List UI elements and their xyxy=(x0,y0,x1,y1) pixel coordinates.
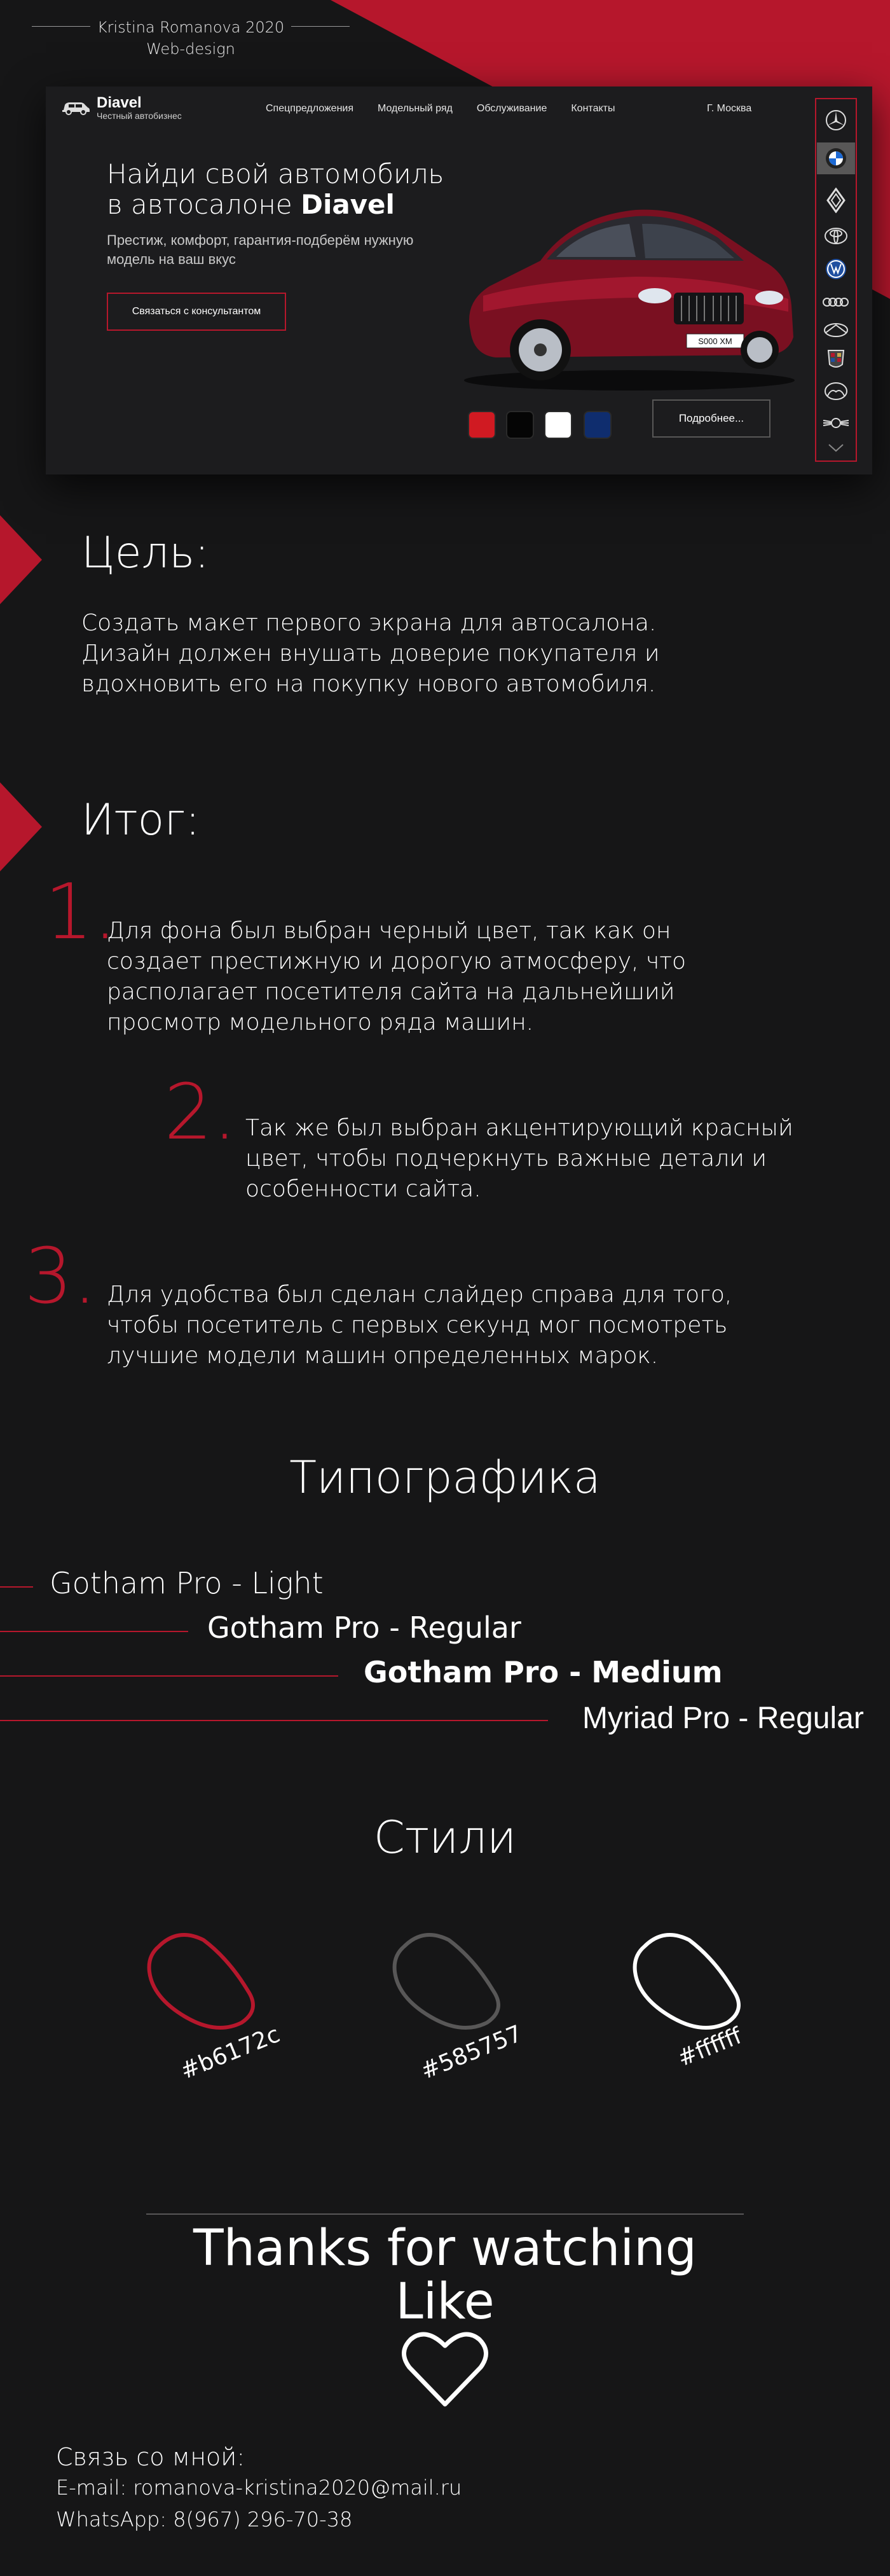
volkswagen-logo-icon xyxy=(825,258,847,280)
hero-title-prefix: в автосалоне xyxy=(107,189,301,220)
logo-title: Diavel xyxy=(97,94,142,111)
chevron-down-icon xyxy=(828,443,844,452)
style-label-white: #ffffff xyxy=(674,2023,746,2072)
contact-whatsapp[interactable]: WhatsApp: 8(967) 296-70-38 xyxy=(56,2507,353,2531)
slider-next-button[interactable] xyxy=(817,435,855,460)
contact-title: Связь со мной: xyxy=(56,2443,245,2471)
nav-item-specials[interactable]: Спецпредложения xyxy=(266,103,353,114)
renault-logo-icon xyxy=(826,188,846,213)
cadillac-logo-icon xyxy=(826,348,846,371)
author-name: Kristina Romanova 2020 xyxy=(97,18,285,36)
color-swatch-3[interactable] xyxy=(544,411,572,439)
logo-subtitle: Честный автобизнес xyxy=(97,111,182,121)
heart-icon[interactable] xyxy=(400,2328,489,2411)
font-line-3 xyxy=(0,1675,338,1677)
mercedes-logo-icon xyxy=(825,109,847,132)
result-number-1: 1. xyxy=(44,868,118,957)
brand-item-volkswagen[interactable] xyxy=(817,253,855,285)
result-text-2: Так же был выбран акцентирующий красный цвет, чтобы подчеркнуть важные детали и особенности сайта. xyxy=(245,1115,793,1202)
result-marker xyxy=(0,782,42,871)
car-image xyxy=(445,191,801,394)
audi-logo-icon xyxy=(822,296,850,308)
hero-title xyxy=(107,159,501,220)
thanks-divider xyxy=(146,2213,744,2215)
author-role: Web-design xyxy=(146,40,235,58)
thanks-line2: Like xyxy=(395,2273,495,2330)
car-plate: S000 XM xyxy=(698,336,732,346)
font-line-2 xyxy=(0,1631,188,1632)
brand-item-infiniti[interactable] xyxy=(817,314,855,346)
result-number-2: 2. xyxy=(164,1069,237,1157)
toyota-logo-icon xyxy=(824,227,848,245)
bmw-logo-icon xyxy=(825,147,847,170)
brand-item-audi[interactable] xyxy=(817,286,855,318)
font-sample-myriad: Myriad Pro - Regular xyxy=(582,1701,864,1735)
mini-logo-icon xyxy=(822,417,850,429)
styles-title: Стили xyxy=(373,1811,517,1864)
typography-title: Типографика xyxy=(289,1451,601,1504)
hero-subtitle: Престиж, комфорт, гарантия-подберём нужную модель на ваш вкус xyxy=(107,232,414,267)
brand-item-renault[interactable] xyxy=(817,184,855,216)
brand-item-mini[interactable] xyxy=(817,407,855,439)
result-title: Итог: xyxy=(81,795,200,845)
contact-consultant-button[interactable]: Связаться с консультантом xyxy=(107,293,286,331)
author-block xyxy=(95,17,286,60)
style-blob-red xyxy=(140,1921,267,2042)
result-text-1: Для фона был выбран черный цвет, так как он создает престижную и дорогую атмосферу, что располагает посетителя сайта на дальнейший просмотр модельного ряда машин. xyxy=(107,918,687,1035)
brand-item-cadillac[interactable] xyxy=(817,343,855,375)
more-details-button[interactable]: Подробнее... xyxy=(652,399,770,438)
nav-item-models[interactable]: Модельный ряд xyxy=(378,103,453,114)
color-swatch-1[interactable] xyxy=(468,411,496,439)
font-line-4 xyxy=(0,1720,548,1721)
brand-item-mercedes[interactable] xyxy=(817,104,855,136)
font-sample-medium: Gotham Pro - Medium xyxy=(364,1655,723,1689)
thanks-line1: Thanks for watching xyxy=(193,2220,697,2277)
color-swatch-2[interactable] xyxy=(506,411,534,439)
goal-marker xyxy=(0,515,42,604)
author-line-right xyxy=(291,26,350,27)
brand-item-bmw[interactable] xyxy=(817,142,855,174)
hero-title-brand: Diavel xyxy=(301,189,395,220)
font-sample-regular: Gotham Pro - Regular xyxy=(207,1610,521,1645)
goal-text: Создать макет первого экрана для автосалона. Дизайн должен внушать доверие покупателя и вдохновить его на покупку нового автомобиля. xyxy=(81,610,660,697)
style-label-gray: #585757 xyxy=(417,2020,526,2085)
infiniti-logo-icon xyxy=(823,322,849,338)
site-logo[interactable] xyxy=(61,95,182,121)
main-nav xyxy=(266,103,615,114)
hero-title-line1: Найди свой автомобиль xyxy=(107,158,444,190)
car-icon xyxy=(61,99,90,118)
nav-item-service[interactable]: Обслуживание xyxy=(476,103,547,114)
result-number-3: 3. xyxy=(24,1233,97,1321)
font-line-1 xyxy=(0,1586,33,1588)
brand-item-toyota[interactable] xyxy=(817,220,855,252)
brand-item-mazda[interactable] xyxy=(817,375,855,407)
goal-title: Цель: xyxy=(81,528,210,578)
author-line-left xyxy=(32,26,90,27)
style-blob-gray xyxy=(385,1921,512,2042)
contact-email[interactable]: E-mail: romanova-kristina2020@mail.ru xyxy=(56,2476,462,2500)
style-label-red: #b6172c xyxy=(177,2021,284,2085)
result-text-3: Для удобства был сделан слайдер справа для того, чтобы посетитель с первых секунд мог посмотреть лучшие модели машин определенных марок. xyxy=(107,1282,732,1369)
mazda-logo-icon xyxy=(824,382,848,401)
color-swatch-4[interactable] xyxy=(584,411,612,439)
font-sample-light: Gotham Pro - Light xyxy=(50,1566,324,1600)
nav-item-contacts[interactable]: Контакты xyxy=(571,103,615,114)
city-selector[interactable]: Г. Москва xyxy=(707,103,752,114)
